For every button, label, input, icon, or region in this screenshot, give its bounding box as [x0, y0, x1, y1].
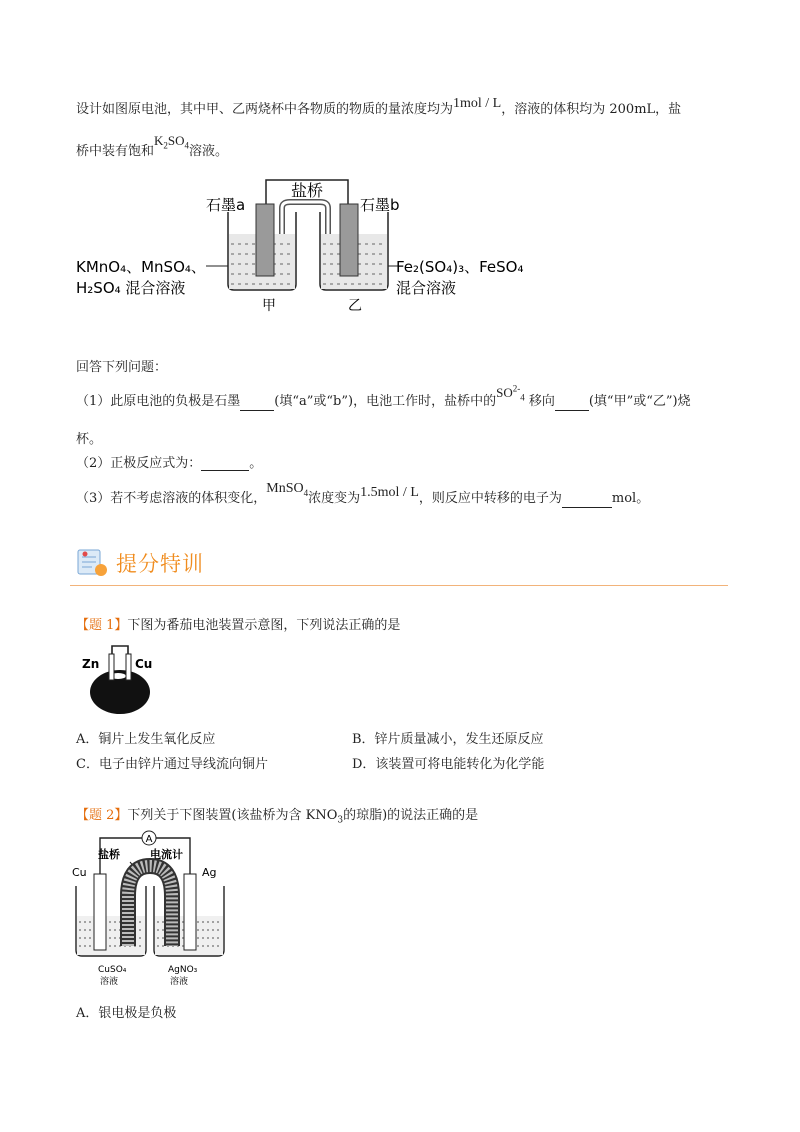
zn-label: Zn: [82, 657, 100, 671]
cu-label: Cu: [135, 657, 153, 671]
questions-heading: 回答下列问题：: [76, 360, 168, 375]
problem-1-stem: 【题 1】下图为番茄电池装置示意图，下列说法正确的是: [76, 618, 401, 633]
intro-line-1: 设计如图原电池，其中甲、乙两烧杯中各物质的物质的量浓度均为1mol / L，溶液的体积均为 200mL，盐: [76, 96, 682, 117]
agno3-sol-label: 溶液: [170, 977, 189, 987]
option-c[interactable]: C．电子由锌片通过导线流向铜片: [76, 757, 268, 772]
right-solution-label-1: Fe₂(SO₄)₃、FeSO₄: [396, 258, 524, 276]
k2so4-formula: $K_2SO_4$: [154, 133, 190, 151]
figure-galvanic-cell: [70, 172, 540, 317]
left-solution-label-1: KMnO₄、MnSO₄、: [76, 258, 206, 276]
mnso4-formula: MnSO$_4$: [266, 481, 309, 498]
question-1-cont: 杯。: [76, 432, 103, 447]
cuso4-label: CuSO₄: [98, 965, 127, 975]
beaker-jia-label: 甲: [262, 298, 276, 314]
beaker-yi-label: 乙: [348, 298, 362, 314]
option-b[interactable]: B．锌片质量减小，发生还原反应: [352, 732, 544, 747]
graphite-electrode-a: [256, 204, 274, 276]
figure-tomato-battery: [80, 640, 160, 716]
galvanometer-label: 电流计: [150, 848, 183, 861]
question-2: （2）正极反应式为： 。: [76, 456, 263, 471]
section-title: 提分特训: [116, 552, 204, 576]
right-solution-label-2: 混合溶液: [396, 279, 457, 297]
electrode-a-label: 石墨a: [206, 196, 246, 214]
answer-blank[interactable]: [555, 409, 589, 411]
intro-line-2: 桥中装有饱和$K_2SO_4$溶液。: [76, 133, 229, 159]
sulfate-ion: $SO^{2-}_4$: [496, 383, 525, 403]
problem-2-stem: 【题 2】下列关于下图装置(该盐桥为含 $KNO_3$的琼脂)的说法正确的是: [76, 808, 479, 826]
agno3-label: AgNO₃: [168, 965, 198, 975]
problem-2-option-a[interactable]: A．银电极是负极: [76, 1006, 177, 1021]
problem-2-label: 【题 2】: [76, 808, 128, 823]
answer-blank[interactable]: [562, 506, 612, 508]
question-1: （1）此原电池的负极是石墨 (填“a”或“b”)，电池工作时，盐桥中的$SO^{2-}_4$ 移向 (填“甲”或“乙”)烧: [76, 383, 691, 409]
option-d[interactable]: D．该装置可将电能转化为化学能: [352, 757, 545, 772]
salt-bridge-label: 盐桥: [290, 181, 324, 200]
left-solution-label-2: H₂SO₄ 混合溶液: [76, 279, 186, 297]
section-icon: [76, 548, 110, 578]
fig-ag-label: Ag: [202, 866, 217, 879]
answer-blank[interactable]: [201, 469, 249, 471]
answer-blank[interactable]: [240, 409, 274, 411]
figure-cu-ag-cell: [70, 826, 230, 996]
problem-1-label: 【题 1】: [76, 618, 128, 633]
question-3: （3）若不考虑溶液的体积变化，MnSO$_4$浓度变为1.5mol / L，则反应中转移的电子为 mol。: [76, 481, 650, 506]
option-a[interactable]: A．铜片上发生氧化反应: [76, 732, 216, 747]
electrode-b-label: 石墨b: [360, 196, 400, 214]
fig-cu-label: Cu: [72, 866, 87, 879]
ammeter-label: A: [145, 834, 153, 845]
graphite-electrode-b: [340, 204, 358, 276]
fig-salt-bridge-label: 盐桥: [98, 848, 120, 861]
cuso4-sol-label: 溶液: [100, 977, 119, 987]
section-divider: [70, 585, 728, 586]
